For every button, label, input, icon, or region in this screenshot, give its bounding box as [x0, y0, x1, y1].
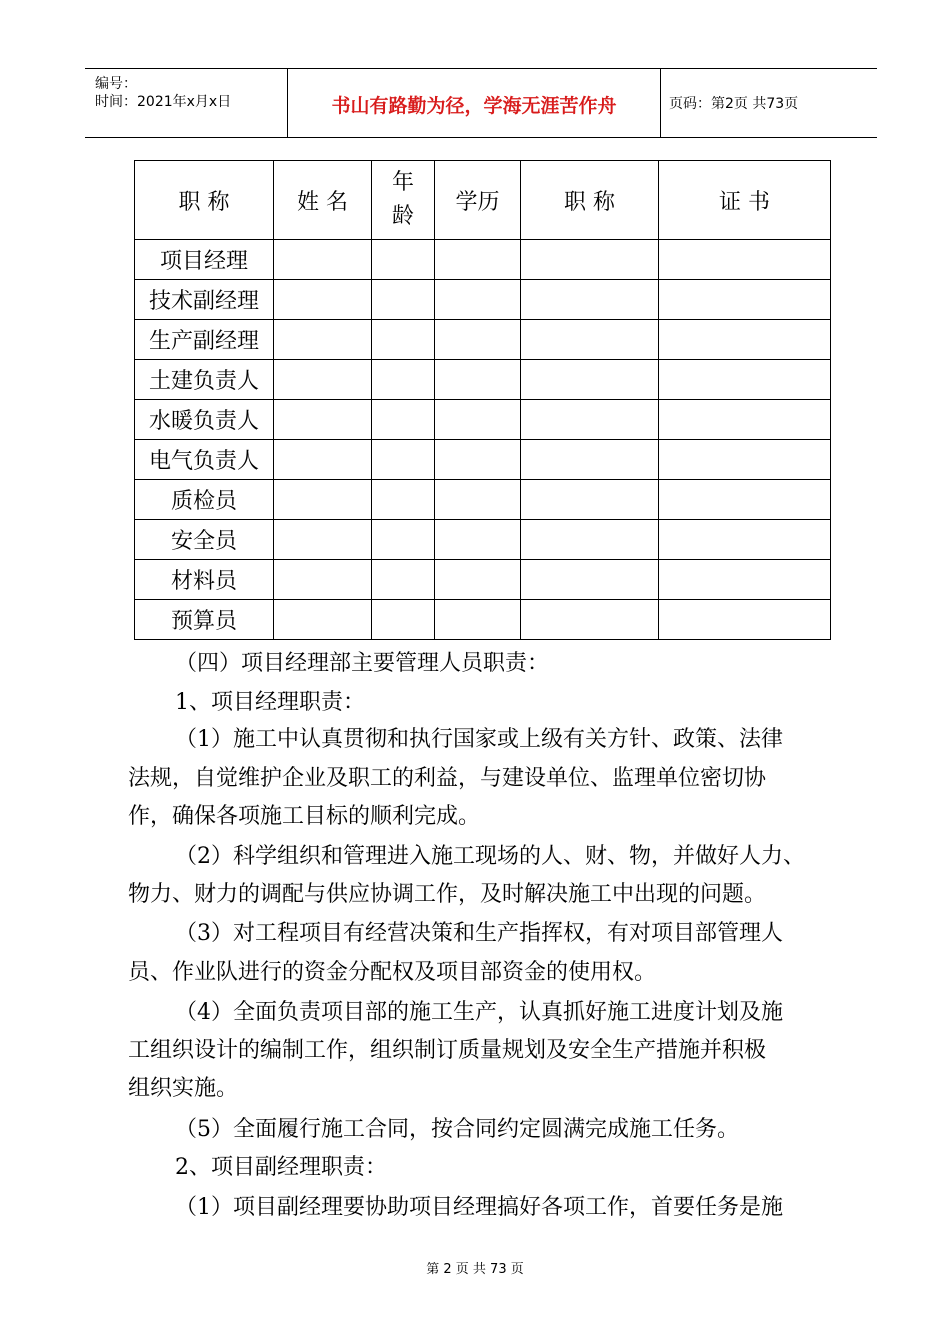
staff-table	[134, 160, 831, 640]
paragraph-line: （4）全面负责项目部的施工生产，认真抓好施工进度计划及施	[175, 1000, 783, 1025]
paragraph-line: （5）全面履行施工合同，按合同约定圆满完成施工任务。	[175, 1117, 739, 1142]
header-motto-cell	[288, 69, 661, 137]
age-header-line1: 年	[391, 170, 414, 195]
empty-cell	[659, 440, 831, 480]
empty-cell	[274, 400, 372, 440]
position-cell: 生产副经理	[135, 320, 274, 360]
empty-cell	[521, 360, 659, 400]
empty-cell	[521, 280, 659, 320]
paragraph-line: 2、项目副经理职责：	[175, 1155, 387, 1180]
table-row	[135, 440, 831, 480]
empty-cell	[435, 440, 521, 480]
position-cell: 质检员	[135, 480, 274, 520]
header-page-cell	[661, 69, 877, 137]
position-cell: 安全员	[135, 520, 274, 560]
empty-cell	[372, 280, 435, 320]
empty-cell	[521, 440, 659, 480]
empty-cell	[274, 560, 372, 600]
empty-cell	[372, 520, 435, 560]
empty-cell	[521, 240, 659, 280]
table-row	[135, 560, 831, 600]
paragraph-line: 法规，自觉维护企业及职工的利益，与建设单位、监理单位密切协	[128, 766, 767, 791]
position-cell: 土建负责人	[135, 360, 274, 400]
empty-cell	[521, 320, 659, 360]
paragraph-line: 工组织设计的编制工作，组织制订质量规划及安全生产措施并积极	[128, 1038, 767, 1063]
empty-cell	[659, 360, 831, 400]
column-header-certificate: 证 书	[659, 161, 831, 240]
position-cell: 项目经理	[135, 240, 274, 280]
paragraph-line: （3）对工程项目有经营决策和生产指挥权，有对项目部管理人	[175, 921, 783, 946]
empty-cell	[521, 480, 659, 520]
empty-cell	[435, 360, 521, 400]
paragraph-line: 物力、财力的调配与供应协调工作，及时解决施工中出现的问题。	[128, 882, 767, 907]
empty-cell	[435, 560, 521, 600]
position-cell: 电气负责人	[135, 440, 274, 480]
column-header-title: 职 称	[135, 161, 274, 240]
table-row	[135, 360, 831, 400]
empty-cell	[274, 280, 372, 320]
column-header-education: 学历	[435, 161, 521, 240]
page-footer: 第 2 页 共 73 页	[426, 1262, 524, 1277]
empty-cell	[521, 600, 659, 640]
paragraph-line: （2）科学组织和管理进入施工现场的人、财、物，并做好人力、	[175, 844, 805, 869]
age-header-line2: 龄	[391, 204, 414, 229]
page-header	[85, 68, 877, 138]
empty-cell	[659, 560, 831, 600]
empty-cell	[659, 280, 831, 320]
column-header-rank: 职 称	[521, 161, 659, 240]
paragraph-line: （四）项目经理部主要管理人员职责：	[175, 651, 550, 676]
table-row	[135, 280, 831, 320]
position-cell: 预算员	[135, 600, 274, 640]
position-cell: 材料员	[135, 560, 274, 600]
paragraph-line: 作，确保各项施工目标的顺利完成。	[128, 804, 481, 829]
empty-cell	[274, 600, 372, 640]
table-row	[135, 600, 831, 640]
empty-cell	[274, 240, 372, 280]
paragraph-line: 组织实施。	[128, 1076, 239, 1101]
empty-cell	[372, 400, 435, 440]
empty-cell	[435, 240, 521, 280]
empty-cell	[659, 600, 831, 640]
paragraph-line: 员、作业队进行的资金分配权及项目部资金的使用权。	[128, 960, 657, 985]
table-row	[135, 320, 831, 360]
table-row	[135, 480, 831, 520]
empty-cell	[521, 560, 659, 600]
paragraph-line: （1）施工中认真贯彻和执行国家或上级有关方针、政策、法律	[175, 727, 783, 752]
empty-cell	[372, 320, 435, 360]
motto: 书山有路勤为径，学海无涯苦作舟	[331, 95, 617, 117]
empty-cell	[372, 360, 435, 400]
empty-cell	[659, 400, 831, 440]
table-row	[135, 240, 831, 280]
position-cell: 技术副经理	[135, 280, 274, 320]
empty-cell	[435, 320, 521, 360]
paragraph-line: （1）项目副经理要协助项目经理搞好各项工作，首要任务是施	[175, 1195, 783, 1220]
position-cell: 水暖负责人	[135, 400, 274, 440]
empty-cell	[274, 520, 372, 560]
empty-cell	[274, 360, 372, 400]
empty-cell	[659, 480, 831, 520]
column-header-name: 姓 名	[274, 161, 372, 240]
serial-label: 编号：	[95, 76, 137, 92]
header-meta-cell	[85, 69, 288, 137]
column-header-age	[372, 161, 435, 240]
empty-cell	[372, 480, 435, 520]
empty-cell	[274, 440, 372, 480]
table-row	[135, 520, 831, 560]
empty-cell	[659, 520, 831, 560]
paragraph-line: 1、项目经理职责：	[175, 690, 365, 715]
empty-cell	[521, 400, 659, 440]
empty-cell	[372, 600, 435, 640]
empty-cell	[435, 520, 521, 560]
empty-cell	[274, 320, 372, 360]
page-label: 页码：第2页 共73页	[669, 96, 799, 112]
empty-cell	[659, 240, 831, 280]
table-row	[135, 400, 831, 440]
empty-cell	[659, 320, 831, 360]
empty-cell	[435, 600, 521, 640]
time-label: 时间：2021年x月x日	[95, 94, 232, 110]
empty-cell	[372, 560, 435, 600]
empty-cell	[435, 480, 521, 520]
table-header-row	[135, 161, 831, 240]
empty-cell	[521, 520, 659, 560]
empty-cell	[372, 240, 435, 280]
empty-cell	[274, 480, 372, 520]
empty-cell	[435, 400, 521, 440]
empty-cell	[435, 280, 521, 320]
empty-cell	[372, 440, 435, 480]
